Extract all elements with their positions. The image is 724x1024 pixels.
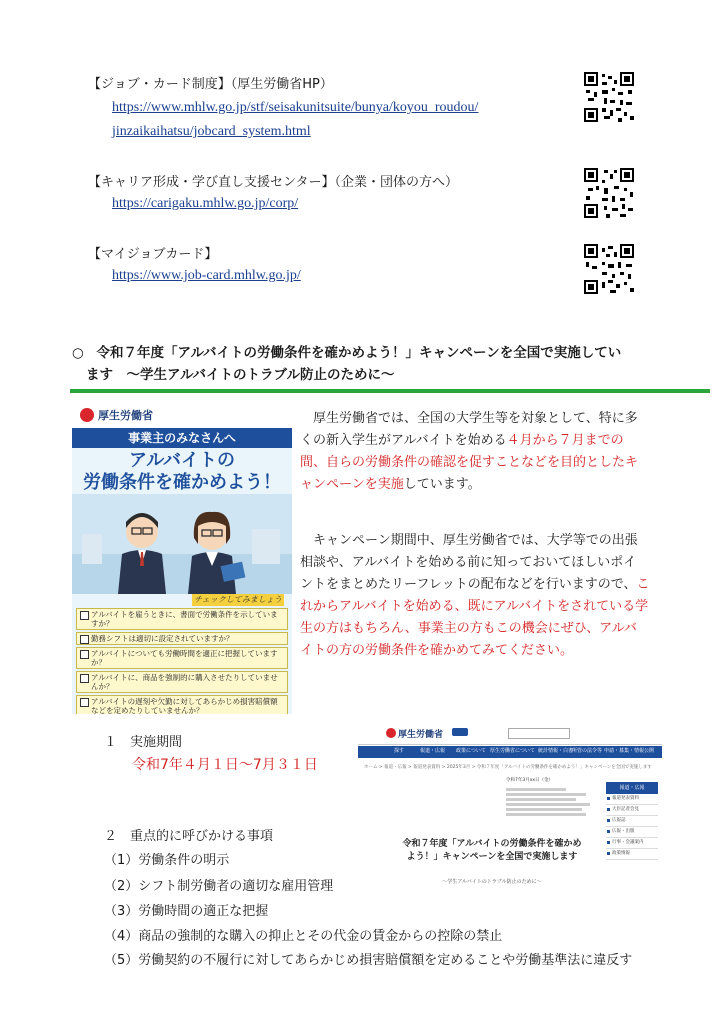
poster-illustration — [72, 494, 292, 594]
qr-code-myjobcard — [584, 244, 634, 294]
web-logo-icon — [386, 728, 396, 738]
section-title-line1: ○ 令和７年度「アルバイトの労働条件を確かめよう！」キャンペーンを全国で実施してい — [72, 345, 622, 361]
focus-item: （1）労働条件の明示 — [104, 853, 230, 868]
link2-url[interactable]: https://carigaku.mhlw.go.jp/corp/ — [112, 196, 299, 211]
web-contact-block — [506, 786, 596, 826]
poster-check-item: アルバイトを雇うときに、書面で労働条件を示していますか？ — [76, 608, 288, 630]
web-sidebar-item: 政策情報 — [606, 849, 658, 860]
poster-check-item: アルバイトについても労働時間を適正に把握していますか？ — [76, 647, 288, 669]
campaign-paragraph: キャンペーン期間中、厚生労働省では、大学等での出張 相談や、アルバイトを始める前に知っておいてほしいポイ ントをまとめたリーフレットの配布などを行いますので、こ れからアルバイトを始める、既にアルバイトをされている学 生の方はもちろん、事業主の方もこの機会にぜひ、アルバ イトの方の労働条件を確かめてみてください。 — [300, 533, 650, 658]
web-sidebar-item: 広報誌 — [606, 816, 658, 827]
web-nav-item: 報道・広報 — [420, 748, 446, 754]
web-nav-item: 統計情報・白書 — [538, 748, 574, 754]
link1-url-line2[interactable]: jinzaikaihatsu/jobcard_system.html — [112, 124, 311, 139]
web-nav-bar — [358, 746, 662, 758]
period-value: 令和7年４月１日～7月３１日 — [132, 757, 318, 773]
focus-item: （5）労働契約の不履行に対してあらかじめ損害賠償額を定めることや労働基準法に違反す — [104, 953, 633, 968]
period-heading: １ 実施期間 — [104, 735, 183, 750]
link2-heading: 【キャリア形成・学び直し支援センター】（企業・団体の方へ） — [88, 175, 458, 190]
web-subtitle: ～学生アルバイトのトラブル防止のために～ — [442, 879, 542, 885]
section-divider — [70, 389, 710, 393]
poster-check-item: アルバイトの遅刻や欠勤に対してあらかじめ損害賠償額などを定めたりしていませんか？ — [76, 695, 288, 714]
web-search-input — [508, 728, 570, 739]
web-nav-item: 申請・募集・情報公開 — [604, 748, 655, 754]
web-sidebar-head: 報道・広報 — [606, 782, 658, 794]
web-sidebar — [606, 782, 658, 892]
intro-paragraph: 厚生労働省では、全国の大学生等を対象として、特に多 くの新入学生がアルバイトを始める４月から７月までの 間、自らの労働条件の確認を促すことなどを目的としたキ ャンペーンを実施しています。 — [300, 411, 639, 492]
focus-item: （3）労働時間の適正な把握 — [104, 904, 269, 919]
web-sidebar-item: 広報・出版 — [606, 827, 658, 838]
web-breadcrumb: ホーム > 報道・広報 > 報道発表資料 > 2025年3月 > 令和７年度「アルバイトの労働条件を確かめよう！」キャンペーンを全国で実施します — [364, 765, 652, 770]
qr-code-jobcard — [584, 72, 634, 122]
link1-url-line1[interactable]: https://www.mhlw.go.jp/stf/seisakunitsuite/bunya/koyou_roudou/ — [112, 100, 479, 115]
poster-logo-text: 厚生労働省 — [98, 409, 153, 422]
link1-heading: 【ジョブ・カード制度】（厚生労働省HP） — [88, 77, 333, 92]
web-nav-item: 厚生労働省について — [490, 748, 535, 754]
section-bullet: ○ — [72, 345, 84, 361]
focus-heading: ２ 重点的に呼びかける事項 — [104, 829, 274, 844]
web-nav-item: 政策について — [456, 748, 486, 754]
poster-title: アルバイトの 労働条件を確かめよう！ — [83, 450, 281, 493]
poster-check-label: チェックしてみましょう — [192, 594, 284, 606]
poster-check-item: 勤務シフトは適切に設定されていますか？ — [76, 632, 288, 645]
web-sidebar-item: 行事・会議案内 — [606, 838, 658, 849]
poster-band: 事業主のみなさんへ — [72, 428, 292, 448]
section-title-line2: ます ～学生アルバイトのトラブル防止のために～ — [86, 367, 395, 383]
poster-header — [72, 402, 292, 428]
web-logo-text: 厚生労働省 — [398, 730, 444, 740]
campaign-poster — [72, 402, 292, 714]
focus-item: （4）商品の強制的な購入の抑止とその代金の賃金からの控除の禁止 — [104, 929, 503, 944]
web-release-info: 令和7年3月xx日（金） — [506, 778, 554, 783]
mhlw-logo-icon — [80, 408, 94, 422]
mhlw-web-screenshot — [358, 720, 662, 896]
web-sidebar-item: 報道発表資料 — [606, 794, 658, 805]
qr-code-carigaku — [584, 168, 634, 218]
web-header — [358, 720, 662, 746]
web-page-title: 令和７年度「アルバイトの労働条件を確かめ よう！」キャンペーンを全国で実施します — [402, 839, 582, 862]
people-illustration-icon — [72, 494, 292, 594]
poster-check-item: アルバイトに、商品を強制的に購入させたりしていませんか？ — [76, 671, 288, 693]
link3-url[interactable]: https://www.job-card.mhlw.go.jp/ — [112, 268, 301, 283]
web-header-rule — [358, 744, 662, 745]
web-home-button — [452, 728, 468, 736]
web-nav-item: 所管の法令等 — [572, 748, 603, 754]
web-nav-item: 探す — [394, 748, 405, 754]
web-sidebar-item: 大臣記者会見 — [606, 805, 658, 816]
poster-checklist — [76, 608, 288, 714]
link3-heading: 【マイジョブカード】 — [88, 247, 218, 262]
focus-item: （2）シフト制労働者の適切な雇用管理 — [104, 879, 334, 894]
